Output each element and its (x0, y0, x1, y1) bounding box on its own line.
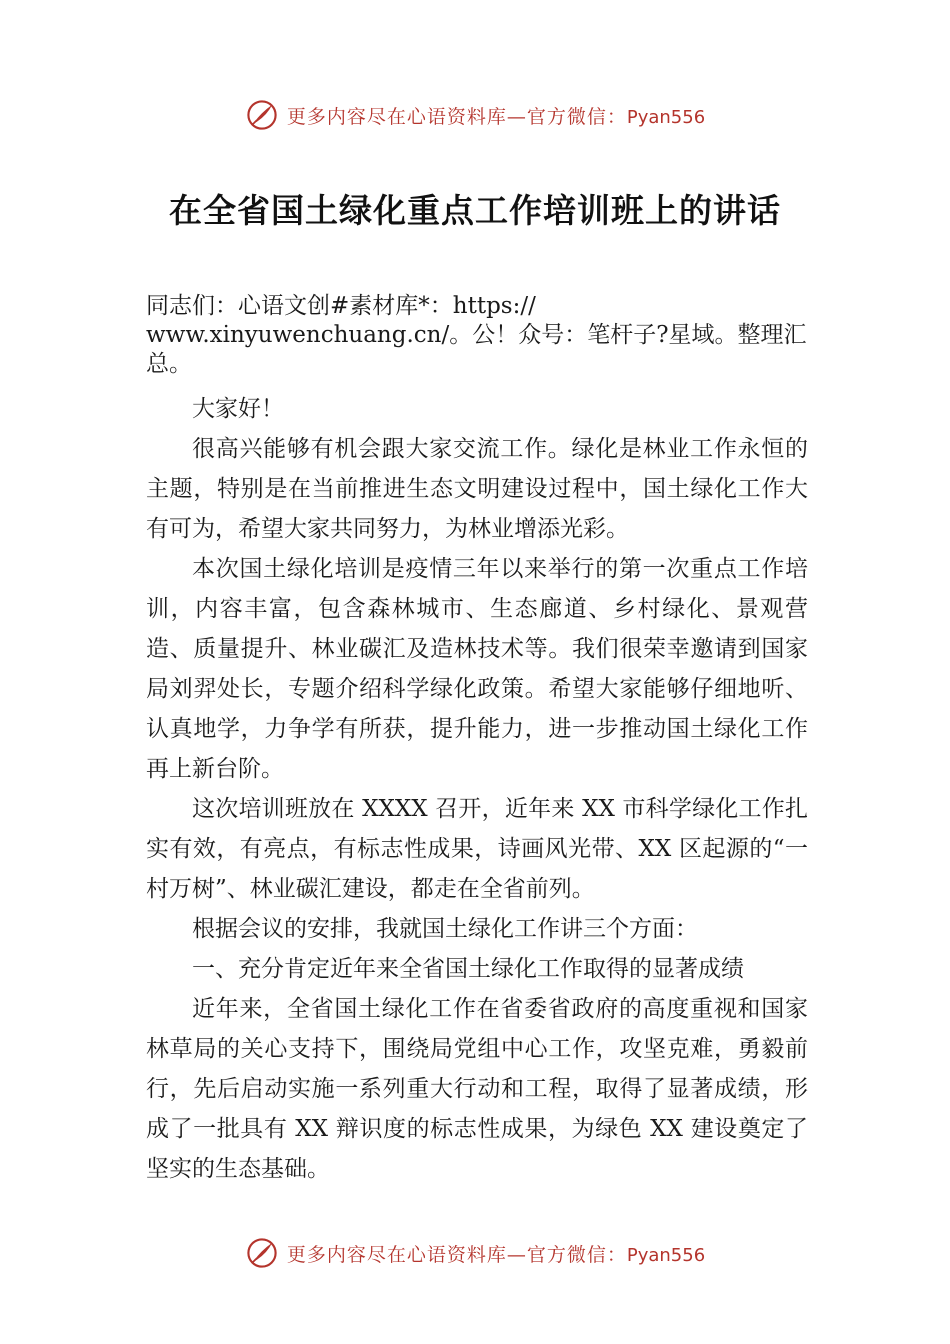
paragraph: 本次国土绿化培训是疫情三年以来举行的第一次重点工作培训，内容丰富，包含森林城市、生态廊道、乡村绿化、景观营造、质量提升、林业碳汇及造林技术等。我们很荣幸邀请到国家局刘羿处长，专题介绍科学绿化政策。希望大家能够仔细地听、认真地学，力争学有所获，提升能力，进一步推动国土绿化工作再上新台阶。 (146, 556, 808, 782)
wechat-id: Pyan556 (626, 106, 706, 128)
paragraph: 这次培训班放在 XXXX 召开，近年来 XX 市科学绿化工作扎实有效，有亮点，有标志性成果，诗画风光带、XX 区起源的“一村万树”、林业碳汇建设，都走在全省前列。 (146, 796, 808, 902)
header-banner (0, 95, 950, 135)
banner-text: 更多内容尽在心语资料库—官方微信：Pyan556 (286, 1243, 706, 1266)
quill-pen-logo-icon (245, 1236, 279, 1270)
paragraph: 根据会议的安排，我就国土绿化工作讲三个方面： (192, 916, 698, 942)
intro-salutation: 同志们：心语文创#素材库*：https:// www.xinyuwenchuang.cn/。公！众号：笔杆子?星域。整理汇总。 (146, 293, 807, 377)
paragraph: 近年来，全省国土绿化工作在省委省政府的高度重视和国家林草局的关心支持下，围绕局党组中心工作，攻坚克难，勇毅前行，先后启动实施一系列重大行动和工程，取得了显著成绩，形成了一批具有 XX 辩识度的标志性成果，为绿色 XX 建设奠定了坚实的生态基础。 (146, 996, 808, 1182)
paragraph: 很高兴能够有机会跟大家交流工作。绿化是林业工作永恒的主题，特别是在当前推进生态文明建设过程中，国土绿化工作大有可为，希望大家共同努力，为林业增添光彩。 (146, 436, 808, 542)
paragraph: 大家好！ (192, 396, 284, 422)
document-body (146, 292, 808, 1189)
quill-pen-logo-icon (245, 98, 279, 132)
wechat-id: Pyan556 (626, 1244, 706, 1266)
footer-banner (0, 1233, 950, 1273)
section-heading: 一、充分肯定近年来全省国土绿化工作取得的显著成绩 (192, 956, 744, 982)
banner-text: 更多内容尽在心语资料库—官方微信：Pyan556 (286, 105, 706, 128)
document-title: 在全省国土绿化重点工作培训班上的讲话 (169, 191, 781, 230)
